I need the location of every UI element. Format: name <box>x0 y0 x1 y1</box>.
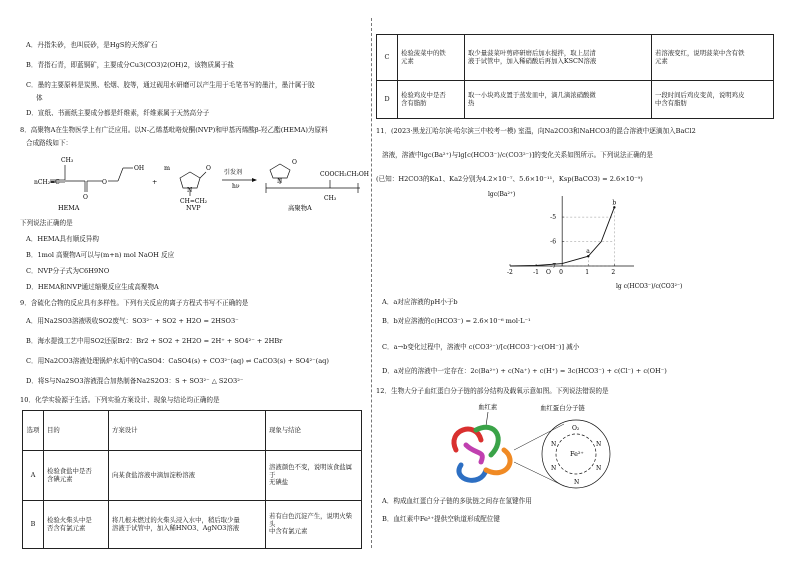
chart-y-tick-label: -6 <box>550 238 557 246</box>
table-row <box>377 35 774 81</box>
n-label: N <box>551 465 557 472</box>
heme-label: 血红素 <box>478 403 498 411</box>
row-c-result: 若溶液变红，说明菠菜中含有铁 元素 <box>652 35 774 81</box>
coef-m: m <box>164 164 171 172</box>
table-header-result: 现象与结论 <box>266 411 362 451</box>
row-b-option: B <box>23 501 44 549</box>
svg-text:O: O <box>102 179 107 186</box>
q7-option-b: B．青指石青，即蓝铜矿，主要成分Cu3(CO3)2(OH)2，该物质属于盐 <box>26 61 234 69</box>
row-a-purpose: 检验食盐中是否 含碘元素 <box>44 451 109 501</box>
q9-option-c: C．用Na2CO3溶液处理锅炉水垢中的CaSO4：CaSO4(s) + CO3²⁻(aq) ⇌ CaCO3(s) + SO4²⁻(aq) <box>26 357 329 365</box>
chart-x-tick-label: -1 <box>533 269 539 276</box>
q10-table <box>22 410 362 549</box>
q11-stem-cont: 溶液，溶液中lgc(Ba²⁺)与lg[c(HCO3⁻)/c(CO3²⁻)]的变化关系如图所示。下列说法正确的是 <box>382 151 653 159</box>
svg-text:CH=CH₂: CH=CH₂ <box>180 198 208 205</box>
fe-ion-label: Fe²⁺ <box>570 450 584 458</box>
q8-stem: 8．高聚物A在生物医学上有广泛应用。以N-乙烯基吡咯烷酮(NVP)和甲基丙烯酸β-羟乙酯(HEMA)为原料 <box>20 126 328 134</box>
row-d-option: D <box>377 81 398 119</box>
table-row <box>377 81 774 119</box>
q7-option-c-cont: 体 <box>36 94 43 102</box>
nvp-structure <box>180 172 206 196</box>
row-d-purpose: 检验鸡皮中是否 含有脂肪 <box>398 81 465 119</box>
row-b-design: 将几根未燃过的火柴头浸入水中，稍后取少量 溶液于试管中，加入稀HNO3、AgNO3溶液 <box>109 501 266 549</box>
column-divider <box>371 18 372 548</box>
chart-y-tick-label: -5 <box>550 214 557 222</box>
row-c-purpose: 检验菠菜中的铁 元素 <box>398 35 465 81</box>
q8-option-c: C．NVP分子式为C6H9NO <box>26 267 110 275</box>
nvp-label: NVP <box>186 204 201 212</box>
chart-origin: O <box>546 269 551 276</box>
hema-label: HEMA <box>58 204 80 212</box>
chart-x-tick-label: 0 <box>559 269 564 276</box>
chart-point-a <box>587 255 589 257</box>
hema-structure <box>50 165 133 192</box>
q11-constants: (已知：H2CO3的Ka1、Ka2分别为4.2×10⁻⁷、5.6×10⁻¹¹，Ksp(BaCO3) = 2.6×10⁻⁹) <box>376 175 643 183</box>
table-header-row <box>23 411 362 451</box>
q12-option-b: B．血红素中Fe²⁺提供空轨道形成配位键 <box>382 515 500 523</box>
polymer-a-label: 高聚物A <box>288 204 312 212</box>
q11-option-c: C．a→b变化过程中，溶液中 c(CO3²⁻)/[c(HCO3⁻)·c(OH⁻)] 减小 <box>382 343 580 351</box>
svg-text:OH: OH <box>134 165 145 172</box>
row-a-result: 溶液颜色不变，说明该食盐属于 无碘盐 <box>266 451 362 501</box>
q9-option-b: B．海水提溴工艺中用SO2还原Br2：Br2 + SO2 + 2H2O = 2H⁺ + SO4²⁻ + 2HBr <box>26 337 283 345</box>
o2-label: O₂ <box>572 425 580 432</box>
row-a-option: A <box>23 451 44 501</box>
chart-axes <box>510 196 634 266</box>
chart-x-tick-label: 1 <box>585 269 590 276</box>
row-d-design: 取一小块鸡皮置于蒸发皿中，滴几滴浓硝酸微 热 <box>465 81 652 119</box>
q12-option-a: A．构成血红蛋白分子链的多肽链之间存在氢键作用 <box>382 497 532 505</box>
q11-option-d: D．a对应的溶液中一定存在：2c(Ba²⁺) + c(Na⁺) + c(H⁺) = 3c(HCO3⁻) + c(Cl⁻) + c(OH⁻) <box>382 367 667 375</box>
svg-text:+: + <box>152 178 158 186</box>
table-header-design: 方案设计 <box>109 411 266 451</box>
row-a-design: 向某食盐溶液中滴加淀粉溶液 <box>109 451 266 501</box>
protein-ribbon-icon <box>454 427 510 480</box>
table-header-option: 选项 <box>23 411 44 451</box>
q10-table-continued <box>376 34 774 119</box>
svg-text:O: O <box>292 159 297 166</box>
q9-option-a: A．用Na2SO3溶液吸收SO2废气：SO3²⁻ + SO2 + H2O = 2HSO3⁻ <box>26 317 239 325</box>
q10-stem: 10．化学实验源于生活。下列实验方案设计、现象与结论均正确的是 <box>20 396 220 404</box>
table-row <box>23 451 362 501</box>
row-d-result: 一段时间后鸡皮变黄，说明鸡皮 中含有脂肪 <box>652 81 774 119</box>
q8-option-a: A．HEMA具有顺反异构 <box>26 235 99 243</box>
table-row <box>23 501 362 549</box>
q7-option-c: C．墨的主要原料是炭黑、松烟、胶等，通过砚用水研磨可以产生用于毛笔书写的墨汁，墨汁属于胶 <box>26 81 315 89</box>
q8-option-b: B．1mol 高聚物A可以与(m+n) mol NaOH 反应 <box>26 251 175 259</box>
row-c-design: 取少量菠菜叶剪碎研磨后加水搅拌，取上层清 液于试管中，加入稀硝酸后再加入KSCN溶液 <box>465 35 652 81</box>
svg-text:CH₃: CH₃ <box>61 157 74 164</box>
n-label: N <box>596 465 602 472</box>
q8-question: 下列说法正确的是 <box>20 219 73 227</box>
chart-point-b <box>613 206 615 208</box>
q8-option-d: D．HEMA和NVP通过缩聚反应生成高聚物A <box>26 283 159 291</box>
chart-point-label: a <box>586 248 590 256</box>
chart-xlabel: lg c(HCO3⁻)/c(CO3²⁻) <box>616 283 683 290</box>
row-c-option: C <box>377 35 398 81</box>
q9-stem: 9．含硫化合物的反应具有多样性。下列有关反应的离子方程式书写不正确的是 <box>20 299 249 307</box>
reaction-condition-light: hν <box>232 183 240 190</box>
chart-y-tick-label: -7 <box>550 263 557 270</box>
svg-text:O: O <box>83 194 88 201</box>
svg-text:COOCH₂CH₂OH: COOCH₂CH₂OH <box>320 171 370 178</box>
chain-label: 血红蛋白分子链 <box>540 404 585 412</box>
chart-ylabel: lgc(Ba²⁺) <box>488 191 516 198</box>
n-label: N <box>551 441 557 448</box>
svg-text:O: O <box>206 165 211 172</box>
q8-reaction-scheme <box>30 150 370 212</box>
svg-text:N: N <box>277 178 283 185</box>
q7-option-a: A．丹指朱砂，也叫辰砂，是HgS的天然矿石 <box>26 41 158 49</box>
svg-text:nCH₂=C: nCH₂=C <box>34 179 60 186</box>
q11-option-a: A．a对应溶液的pH小于b <box>382 298 458 306</box>
chart-point-label: b <box>612 199 617 207</box>
chart-x-tick-label: -2 <box>507 269 513 276</box>
q9-option-d: D．将S与Na2SO3溶液混合加热制备Na2S2O3：S + SO3²⁻ △ S2O3²⁻ <box>26 377 244 385</box>
chart-x-tick-label: 2 <box>611 269 616 276</box>
q7-option-d: D．宣纸、书画纸主要成分都是纤维素，纤维素属于天然高分子 <box>26 109 210 117</box>
svg-text:CH₃: CH₃ <box>324 195 337 202</box>
q12-stem: 12．生物大分子血红蛋白分子链的部分结构及载氧示意如图。下列说法错误的是 <box>376 387 609 395</box>
row-b-result: 若有白色沉淀产生，说明火柴头 中含有氯元素 <box>266 501 362 549</box>
reaction-condition-initiator: 引发剂 <box>224 169 243 176</box>
n-label: N <box>596 441 602 448</box>
table-header-purpose: 目的 <box>44 411 109 451</box>
q8-stem-cont: 合成路线如下： <box>26 139 73 147</box>
q11-stem: 11．(2023·黑龙江哈尔滨·哈尔滨三中校考一模) 室温，向Na2CO3和NaHCO3的混合溶液中逐滴加入BaCl2 <box>376 127 696 135</box>
row-b-purpose: 检验火柴头中是 否含有氯元素 <box>44 501 109 549</box>
q11-option-b: B．b对应溶液的c(HCO3⁻) = 2.6×10⁻⁶ mol·L⁻¹ <box>382 317 531 325</box>
svg-text:N: N <box>187 187 193 194</box>
q11-chart <box>480 186 683 298</box>
n-label: N <box>574 479 580 486</box>
hemoglobin-figure <box>436 400 636 496</box>
chart-points <box>586 199 616 257</box>
